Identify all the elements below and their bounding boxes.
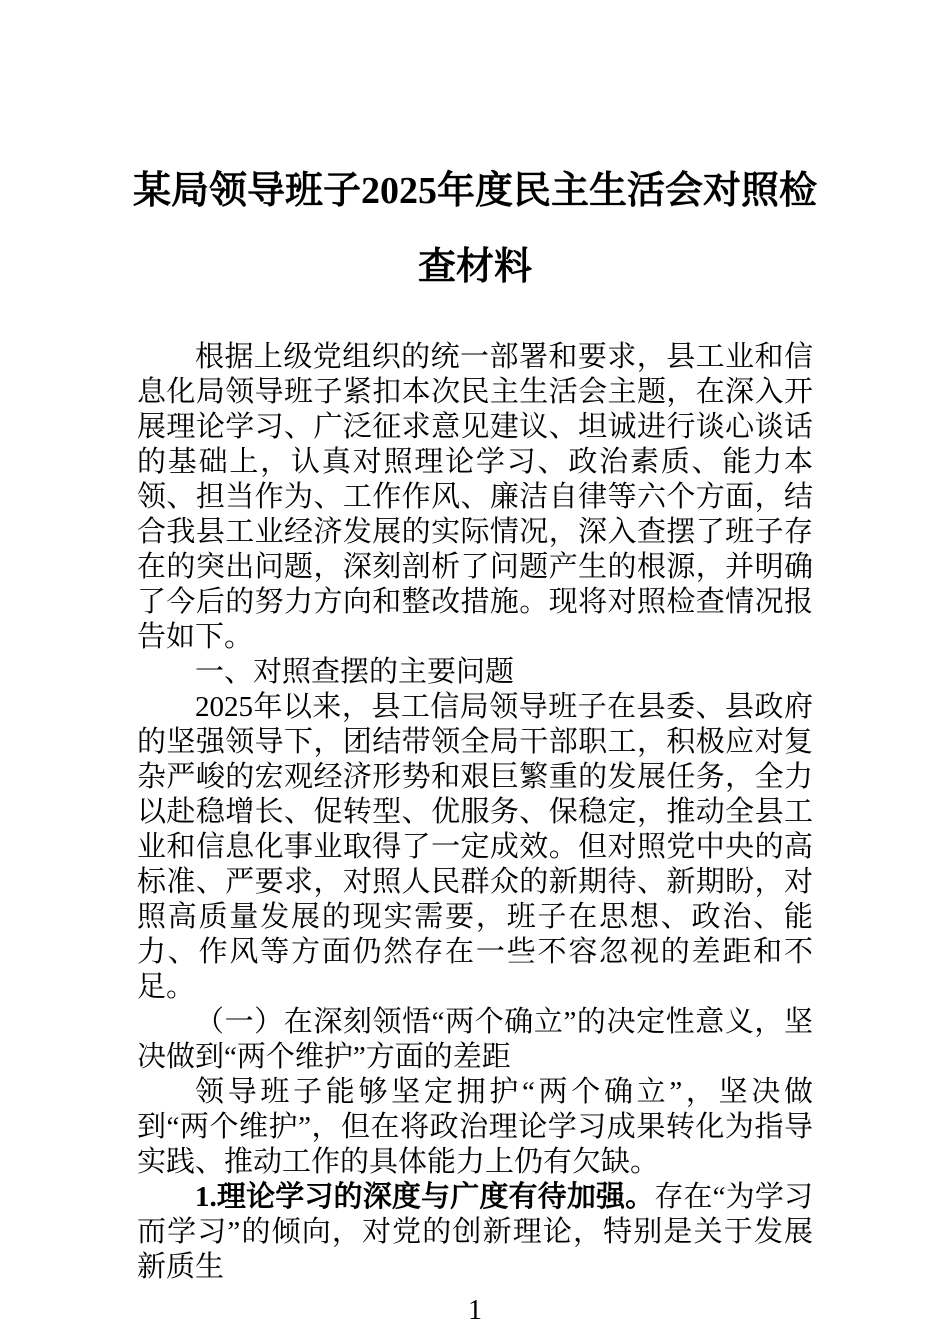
document-title: 某局领导班子2025年度民主生活会对照检查材料 [132,170,817,288]
paragraph-introduction: 根据上级党组织的统一部署和要求，县工业和信息化局领导班子紧扣本次民主生活会主题，在深入开展理论学习、广泛征求意见建议、坦诚进行谈心谈话的基础上，认真对照理论学习、政治素质、能力本领、担当作为、工作作风、廉洁自律等六个方面，结合我县工业经济发展的实际情况，深入查摆了班子存在的突出问题，深刻剖析了问题产生的根源，并明确了今后的努力方向和整改措施。现将对照检查情况报告如下。 [137,341,813,653]
paragraph-point-one [137,1180,813,1285]
document-body [137,340,813,1285]
paragraph-overview: 2025年以来，县工信局领导班子在县委、县政府的坚强领导下，团结带领全局干部职工，积极应对复杂严峻的宏观经济形势和艰巨繁重的发展任务，全力以赴稳增长、促转型、优服务、保稳定，推动全县工业和信息化事业取得了一定成效。但对照党中央的高标准、严要求，对照人民群众的新期待、新期盼，对照高质量发展的现实需要，班子在思想、政治、能力、作风等方面仍然存在一些不容忽视的差距和不足。 [137,691,813,1003]
paragraph-subsection-one-body: 领导班子能够坚定拥护“两个确立”，坚决做到“两个维护”，但在将政治理论学习成果转化为指导实践、推动工作的具体能力上仍有欠缺。 [137,1076,813,1178]
heading-subsection-one: （一）在深刻领悟“两个确立”的决定性意义，坚决做到“两个维护”方面的差距 [137,1006,813,1073]
page-number: 1 [468,1295,482,1326]
point-one-text: 存在“为学习而学习”的倾向，对党的创新理论，特别是关于发展新质生 [137,1181,813,1283]
heading-main-problems: 一、对照查摆的主要问题 [195,656,515,688]
point-one-bold-lead: 1.理论学习的深度与广度有待加强。 [195,1181,655,1213]
